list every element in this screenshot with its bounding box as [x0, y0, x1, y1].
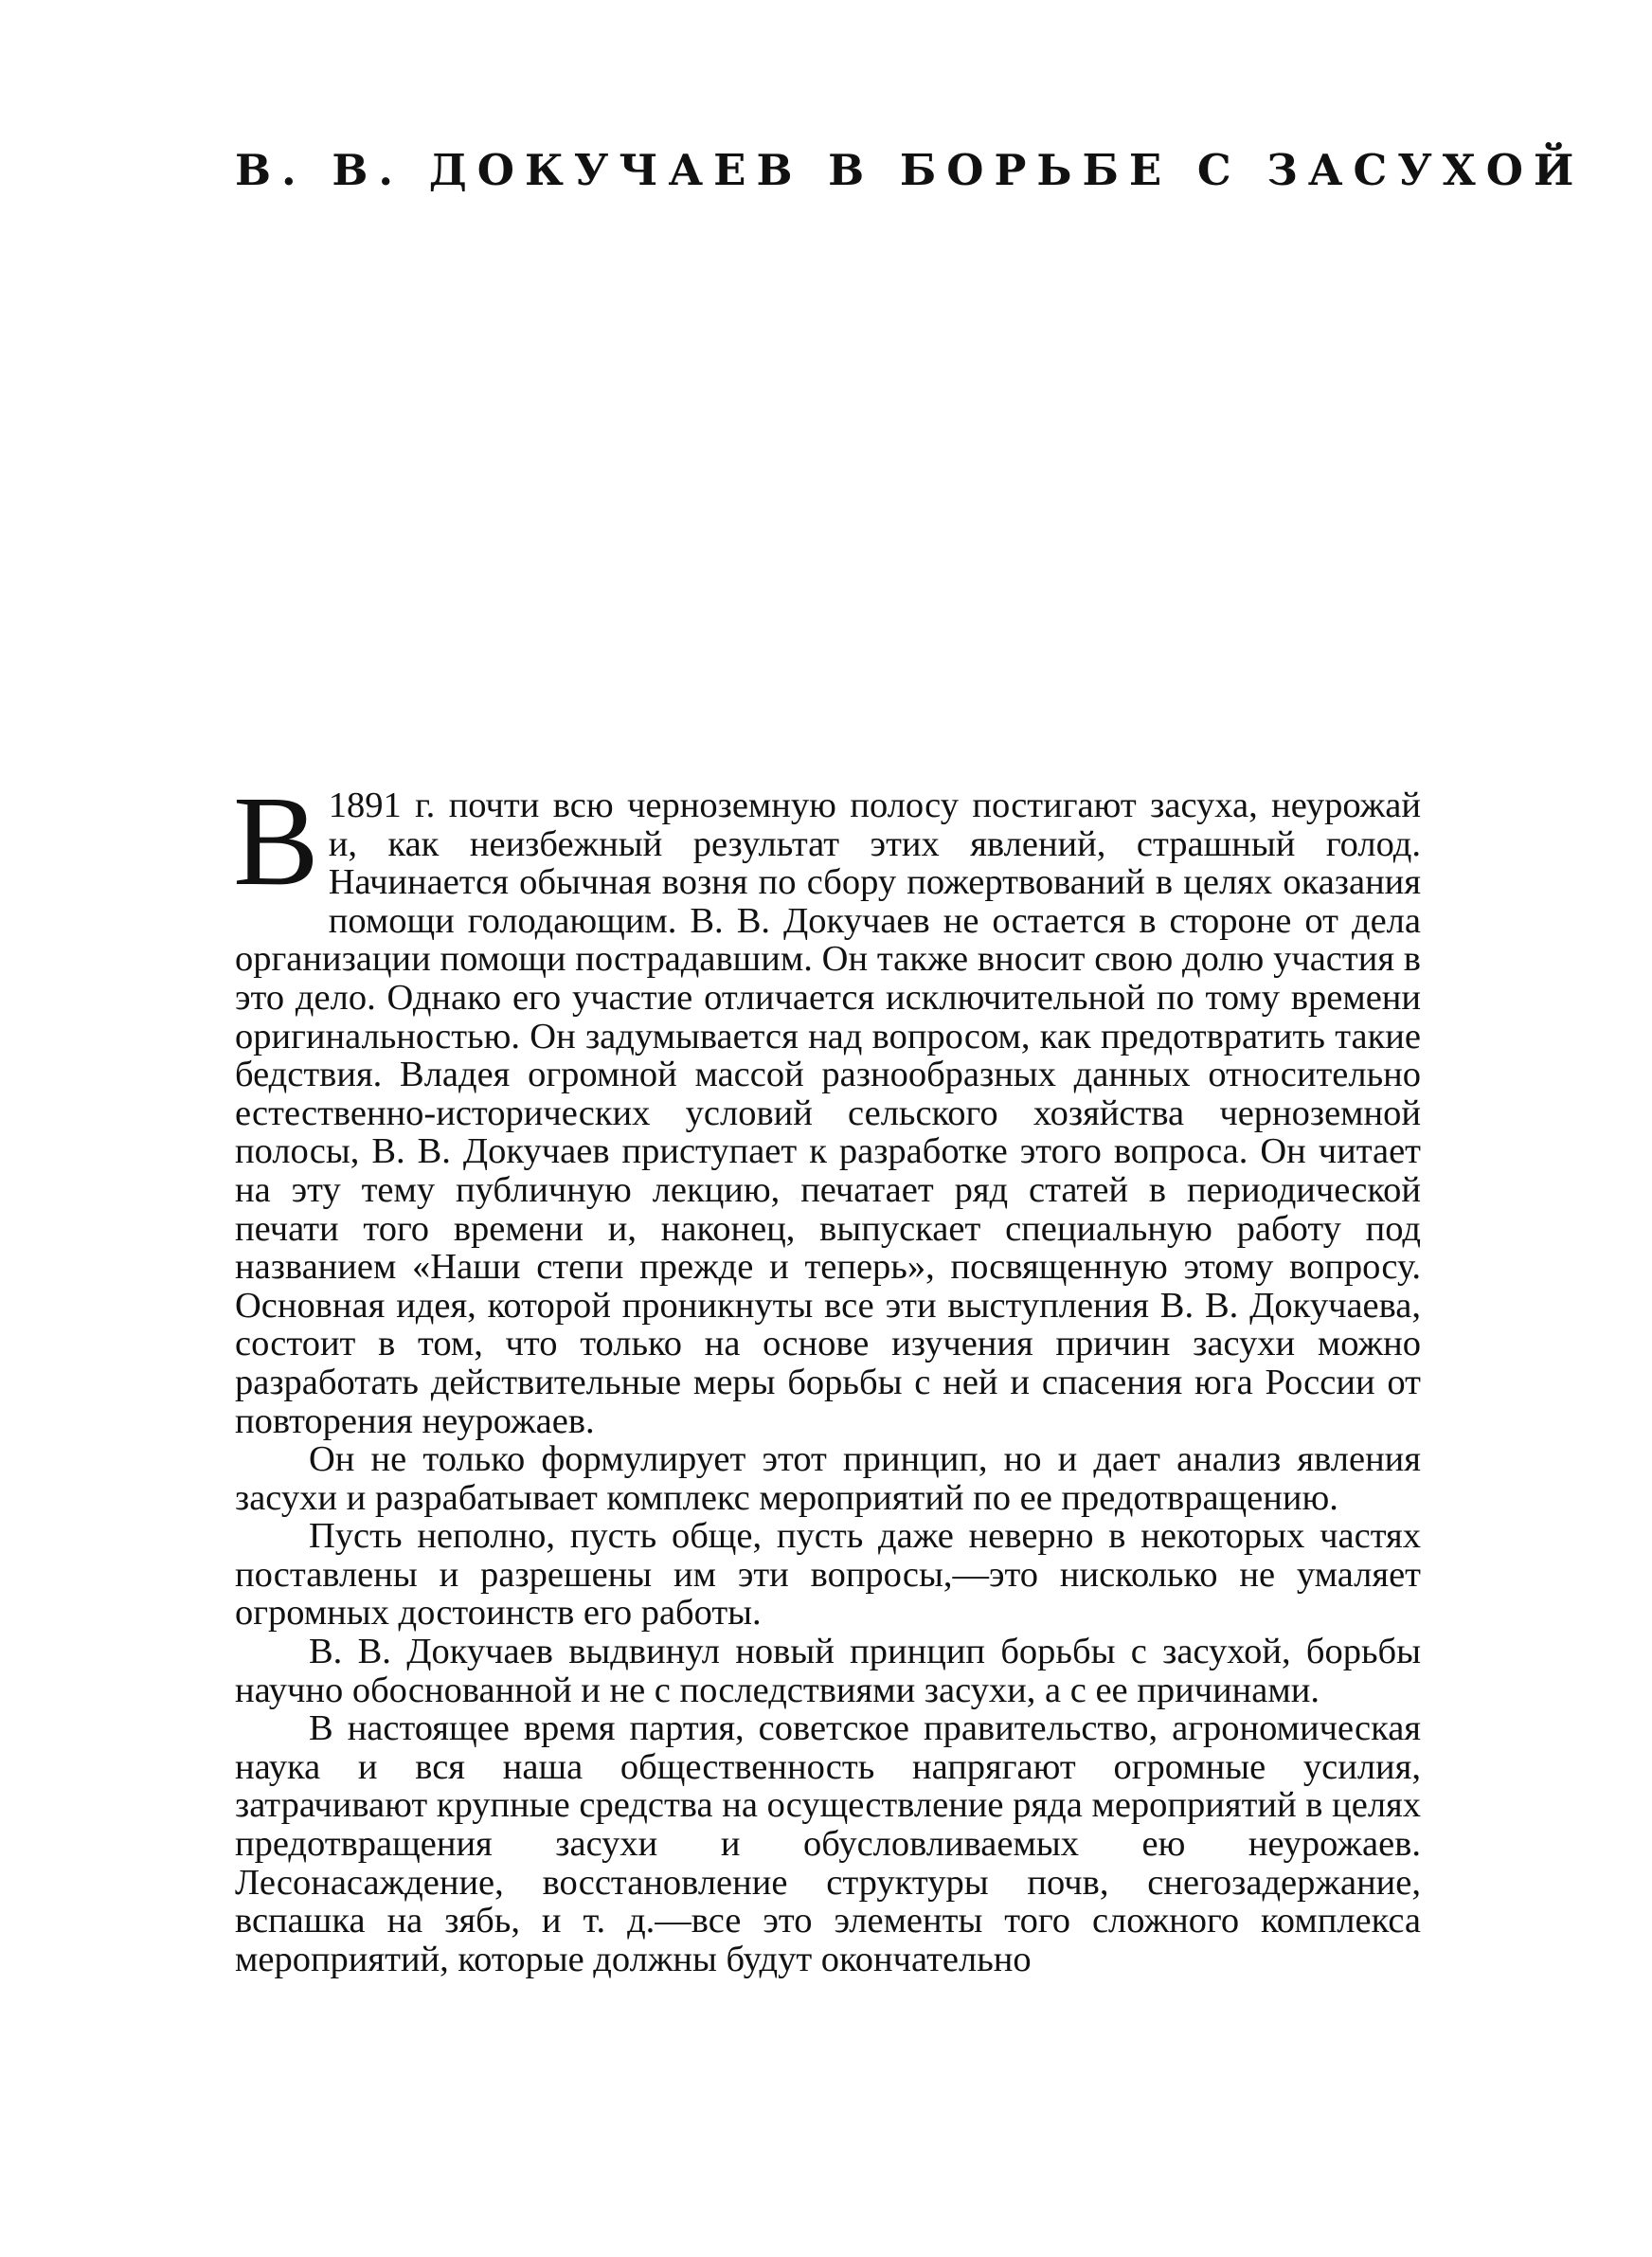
page-title: В. В. ДОКУЧАЕВ В БОРЬБЕ С ЗАСУХОЙ	[235, 145, 1585, 195]
paragraph-1	[233, 770, 1421, 1441]
paragraph-2: Он не только формулирует этот принцип, но и дает анализ явления засухи и разрабатывает комплекс мероприятий по ее предотвращению.	[235, 1439, 1421, 1518]
article-body	[233, 770, 1421, 1979]
paragraph-5: В настоящее время партия, советское правительство, агрономическая наука и вся наша общественность напрягают огромные усилия, затрачивают крупные средства на осуществление ряда мероприятий в целях предотвращения засухи и обусловливаемых ею неурожаев. Лесонасаждение, восстановление структуры почв, снегозадержание, вспашка на зябь, и т. д.—все это элементы того сложного комплекса мероприятий, которые должны будут окончательно	[235, 1708, 1421, 1979]
paragraph-3: Пусть неполно, пусть обще, пусть даже неверно в некоторых частях поставлены и разрешены им эти вопросы,—это нисколько не умаляет огромных достоинств его работы.	[235, 1516, 1421, 1634]
paragraph-4: В. В. Докучаев выдвинул новый принцип борьбы с засухой, борьбы научно обоснованной и не с последствиями засухи, а с ее причинами.	[235, 1632, 1421, 1710]
drop-cap: В	[233, 770, 319, 912]
paragraph-1-text: 1891 г. почти всю черноземную полосу постигают засуха, неурожай и, как неизбежный результат этих явлений, страшный голод. Начинается обычная возня по сбору пожертвований в целях оказания помощи голодающим. В. В. Докучаев не остается в стороне от дела организации помощи пострадавшим. Он также вносит свою долю участия в это дело. Однако его участие отличается исключительной по тому времени оригинальностью. Он задумывается над вопросом, как предотвратить такие бедствия. Владея огромной массой разнообразных данных относительно естественно-исторических условий сельского хозяйства черноземной полосы, В. В. Докучаев приступает к разработке этого вопроса. Он читает на эту тему публичную лекцию, печатает ряд статей в периодической печати того времени и, наконец, выпускает специальную работу под названием «Наши степи прежде и теперь», посвященную этому вопросу. Основная идея, которой проникнуты все эти выступления В. В. Докучаева, состоит в том, что только на основе изучения причин засухи можно разработать действительные меры борьбы с ней и спасения юга России от повторения неурожаев.	[235, 785, 1421, 1441]
